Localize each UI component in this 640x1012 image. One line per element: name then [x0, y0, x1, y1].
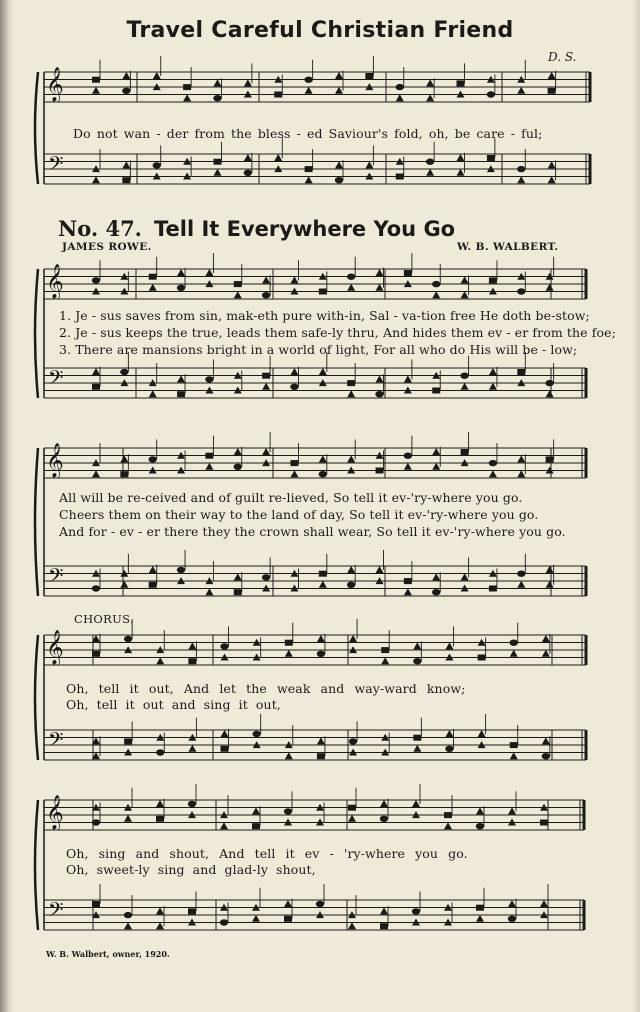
system-4-treble-note — [348, 805, 356, 811]
system-2-bass-note — [347, 566, 355, 573]
system-2-treble-note — [489, 470, 497, 477]
system-2-bass-note — [461, 573, 469, 580]
system-prev-bass-note — [457, 169, 465, 176]
system-4-treble-note — [540, 820, 548, 826]
system-4-bass-note — [508, 916, 516, 922]
chorus-line-1: Oh, tell it out, And let the weak and way-ward know; — [66, 681, 466, 696]
system-2-bass-note — [149, 566, 157, 573]
system-1-bass-note — [319, 368, 327, 375]
system-1-bass-note — [205, 376, 213, 382]
system-2-treble-note — [432, 448, 440, 455]
system-prev-treble-note — [304, 77, 312, 83]
system-1-bass-note — [347, 390, 355, 397]
system-4-bass-note — [156, 922, 164, 929]
system-1-bass-note — [489, 368, 497, 375]
system-1-bass-note — [546, 390, 554, 397]
system-2-bass-note — [432, 573, 440, 580]
system-3-bass-note — [156, 749, 164, 755]
system-2-bass-note — [149, 582, 157, 588]
system-2-bass-note — [404, 578, 412, 584]
system-1-bass-note — [375, 391, 383, 397]
system-1-treble-note — [319, 289, 327, 295]
system-1-bass-note — [460, 373, 468, 379]
system-prev-treble-note — [213, 95, 221, 101]
system-1-treble-note — [234, 291, 242, 298]
system-1-bass-clef: 𝄢 — [48, 366, 64, 394]
system-3-bass-note — [413, 745, 421, 752]
system-prev-treble-note — [153, 72, 161, 79]
system-2-treble-note — [489, 460, 497, 466]
system-1-treble-note — [177, 269, 185, 276]
system-4-bass-note — [124, 922, 132, 929]
system-1-treble-note — [517, 288, 525, 294]
system-2-treble-note — [290, 460, 298, 466]
system-prev-bass-note — [548, 161, 556, 168]
system-2-treble-note — [376, 468, 384, 474]
system-prev-treble-note — [214, 79, 222, 86]
system-2-bass-note — [177, 567, 185, 573]
system-4-treble-note — [92, 819, 100, 825]
system-prev-bass-note — [214, 159, 222, 165]
system-3-bass-note — [188, 745, 196, 752]
system-2-treble-note — [347, 455, 355, 462]
system-prev-bass-note — [517, 166, 525, 172]
verse-2-line-1: 2. Je - sus keeps the true, leads them safe-ly thru, And hides them ev - er from the foe; — [59, 325, 616, 340]
system-3-treble-note — [542, 635, 550, 642]
system-prev-bass-note — [122, 177, 130, 183]
system-prev-bass-note — [487, 155, 495, 161]
system-1-treble-note — [376, 269, 384, 276]
system-3-bass-note — [221, 746, 229, 752]
chorus-line-2-alt: Oh, sweet-ly sing and glad-ly shout, — [66, 862, 316, 877]
system-1-bass-note — [177, 391, 185, 397]
system-2-treble-note — [290, 470, 298, 477]
system-4-bass-note — [476, 905, 484, 911]
hymn-title — [58, 216, 455, 241]
system-1-treble-note — [461, 291, 469, 298]
system-1-treble-note — [177, 285, 185, 291]
system-3-bass-note — [317, 737, 325, 744]
system-4-bass-note — [284, 900, 292, 907]
system-prev-treble-note — [548, 72, 556, 79]
system-2-bass-note — [319, 581, 327, 588]
system-2-treble-note — [432, 463, 440, 470]
system-3-treble-note — [445, 642, 453, 649]
system-1-treble-note — [461, 276, 469, 283]
system-3-treble-note — [413, 642, 421, 649]
system-2-bass-note — [376, 566, 384, 573]
system-4-treble-note — [220, 822, 228, 829]
system-4-bass-note — [540, 900, 548, 907]
system-1-bass-note — [461, 383, 469, 390]
system-3-bass-note — [510, 742, 518, 748]
system-2-treble-clef: 𝄞 — [46, 443, 64, 478]
system-prev-treble-note — [487, 91, 495, 97]
system-2-bass-note — [205, 588, 213, 595]
system-1-treble-note — [205, 269, 213, 276]
system-4-treble-note — [252, 807, 260, 814]
hymn-composer: W. B. WALBERT. — [457, 241, 559, 253]
system-1-treble-note — [347, 284, 355, 291]
system-3-bass-note — [221, 730, 229, 737]
system-3-treble-note — [478, 655, 486, 661]
system-2-treble-note — [546, 456, 554, 462]
system-prev-bass-note — [457, 154, 465, 161]
system-2-treble-note — [404, 463, 412, 470]
system-2-bass-note — [234, 589, 242, 595]
system-1-treble-note — [376, 284, 384, 291]
system-2-treble-note — [120, 471, 128, 477]
system-1-treble-note — [262, 276, 270, 283]
system-1-treble-note — [149, 274, 157, 280]
system-4-treble-note — [476, 807, 484, 814]
system-4-treble-note — [124, 815, 132, 822]
system-3-treble-clef: 𝄞 — [46, 630, 64, 665]
system-prev-bass-note — [396, 174, 404, 180]
system-prev-bass-note — [274, 154, 282, 161]
system-1-treble-note — [404, 270, 412, 276]
system-2-treble-note — [205, 453, 213, 459]
system-4-bass-note — [188, 908, 196, 914]
system-1-treble-note — [149, 284, 157, 291]
system-1-bass-note — [177, 375, 185, 382]
system-2-bass-note — [234, 573, 242, 580]
system-prev-treble-note — [426, 94, 434, 101]
system-4-bass-note — [156, 907, 164, 914]
system-2-treble-note — [461, 449, 469, 455]
system-2-bass-note — [120, 581, 128, 588]
system-1-bass-note — [120, 369, 128, 375]
chorus-line-1-alt: Oh, tell it out and sing it out, — [66, 697, 281, 712]
system-4-treble-note — [444, 822, 452, 829]
system-1-treble-note — [234, 281, 242, 287]
system-4-treble-note — [380, 800, 388, 807]
system-prev-treble-note — [92, 87, 100, 94]
system-4-brace — [35, 800, 38, 930]
system-4-bass-note — [220, 919, 228, 925]
system-2-treble-note — [319, 455, 327, 462]
system-2-bass-note — [262, 574, 270, 580]
system-2-bass-note — [432, 589, 440, 595]
system-prev-bass-note — [153, 162, 161, 168]
system-4-treble-note — [476, 823, 484, 829]
system-1-treble-clef: 𝄞 — [46, 264, 64, 299]
system-1-bass-note — [149, 390, 157, 397]
system-1-bass-note — [262, 373, 270, 379]
system-2-bass-note — [517, 581, 525, 588]
system-3-treble-note — [381, 647, 389, 653]
system-2-bass-clef: 𝄢 — [48, 564, 64, 592]
hymn-author: JAMES ROWE. — [62, 241, 152, 253]
system-1-treble-note — [432, 291, 440, 298]
system-prev-bass-note — [335, 177, 343, 183]
system-3-treble-note — [285, 650, 293, 657]
system-prev-treble-note — [457, 80, 465, 86]
system-3-bass-note — [510, 752, 518, 759]
system-1-treble-note — [347, 274, 355, 280]
system-3-bass-note — [445, 730, 453, 737]
system-1-treble-note — [92, 277, 100, 283]
system-1-bass-note — [404, 375, 412, 382]
verse-1-line-2: All will be re-ceived and of guilt re-lieved, So tell it ev-'ry-where you go. — [59, 490, 523, 505]
system-3-treble-note — [156, 657, 164, 664]
system-3-bass-clef: 𝄢 — [48, 728, 64, 756]
system-3-brace — [35, 635, 38, 760]
system-2-treble-note — [234, 464, 242, 470]
system-3-bass-note — [445, 746, 453, 752]
system-prev-bass-note — [305, 166, 313, 172]
system-2-treble-note — [517, 455, 525, 462]
system-2-bass-note — [546, 581, 554, 588]
system-4-bass-note — [92, 901, 100, 907]
system-prev-bass-note — [214, 169, 222, 176]
system-2-treble-note — [234, 448, 242, 455]
system-3-treble-note — [124, 636, 132, 642]
system-2-bass-note — [404, 588, 412, 595]
system-prev-bass-note — [426, 169, 434, 176]
system-prev-treble-note — [274, 92, 282, 98]
system-1-treble-note — [262, 292, 270, 298]
system-2-treble-note — [92, 470, 100, 477]
system-prev-treble-note — [183, 94, 191, 101]
system-3-treble-note — [188, 658, 196, 664]
system-4-treble-note — [156, 816, 164, 822]
system-2-bass-note — [319, 571, 327, 577]
system-2-bass-note — [517, 571, 525, 577]
system-prev-treble-note — [365, 73, 373, 79]
system-prev-treble-note — [92, 77, 100, 83]
chorus-line-2: Oh, sing and shout, And tell it ev - 'ry-where you go. — [66, 846, 468, 861]
verse-1-line-1: 1. Je - sus saves from sin, mak-eth pure with-in, Sal - va-tion free He doth be-stow; — [59, 308, 590, 323]
system-2-brace — [35, 448, 38, 596]
system-3-treble-note — [285, 640, 293, 646]
system-3-bass-note — [124, 738, 132, 744]
system-prev-bass-note — [244, 170, 252, 176]
system-prev-bass-note — [244, 154, 252, 161]
system-3-bass-note — [478, 730, 486, 737]
system-1-bass-note — [262, 383, 270, 390]
system-3-treble-note — [317, 651, 325, 657]
system-1-bass-note — [347, 380, 355, 386]
system-1-treble-note — [489, 277, 497, 283]
system-1-bass-note — [92, 368, 100, 375]
system-2-treble-note — [205, 463, 213, 470]
system-3-treble-note — [510, 640, 518, 646]
system-4-treble-note — [156, 800, 164, 807]
system-3-bass-note — [542, 737, 550, 744]
system-4-treble-note — [284, 808, 292, 814]
system-prev-bass-note — [92, 176, 100, 183]
system-2-bass-note — [347, 582, 355, 588]
system-4-bass-note — [284, 916, 292, 922]
system-2-treble-note — [517, 470, 525, 477]
system-3-treble-note — [381, 657, 389, 664]
previous-hymn-lyric: Do not wan - der from the bless - ed Saviour's fold, oh, be care - ful; — [73, 126, 543, 141]
system-prev-bass-note — [305, 176, 313, 183]
system-3-treble-note — [413, 658, 421, 664]
system-4-bass-note — [380, 923, 388, 929]
system-prev-treble-note — [396, 94, 404, 101]
system-4-bass-note — [476, 915, 484, 922]
system-4-bass-note — [412, 908, 420, 914]
system-4-treble-note — [412, 800, 420, 807]
system-4-bass-note — [316, 901, 324, 907]
system-prev-treble-clef: 𝄞 — [46, 67, 64, 102]
system-prev-bass-note — [426, 159, 434, 165]
system-prev-bass-clef: 𝄢 — [48, 152, 64, 180]
system-1-bass-note — [489, 383, 497, 390]
system-1-bass-note — [290, 368, 298, 375]
system-4-treble-note — [508, 807, 516, 814]
system-4-treble-note — [380, 816, 388, 822]
system-prev-treble-note — [426, 79, 434, 86]
system-2-treble-note — [149, 456, 157, 462]
system-2-treble-note — [262, 448, 270, 455]
verse-3-line-1: 3. There are mansions bright in a world of light, For all who do His will be - low; — [59, 342, 578, 357]
system-2-treble-note — [404, 453, 412, 459]
system-3-bass-note — [285, 752, 293, 759]
system-4-treble-note — [444, 812, 452, 818]
hymn-number: No. 47. — [58, 216, 142, 241]
previous-hymn-title: Travel Careful Christian Friend — [126, 18, 514, 43]
hymn-title-text: Tell It Everywhere You Go — [154, 217, 456, 241]
system-prev-treble-note — [396, 84, 404, 90]
system-prev-brace — [35, 72, 38, 184]
system-3-treble-note — [510, 650, 518, 657]
system-4-treble-note — [252, 823, 260, 829]
system-prev-treble-note — [244, 79, 252, 86]
system-2-treble-note — [319, 471, 327, 477]
system-1-bass-note — [92, 384, 100, 390]
system-4-bass-note — [124, 912, 132, 918]
system-2-bass-note — [92, 585, 100, 591]
system-prev-treble-note — [122, 72, 130, 79]
chorus-label: CHORUS. — [74, 612, 134, 626]
system-prev-treble-note — [548, 88, 556, 94]
system-3-treble-note — [188, 642, 196, 649]
system-4-bass-note — [252, 915, 260, 922]
system-1-bass-note — [517, 369, 525, 375]
system-prev-treble-note — [183, 84, 191, 90]
system-prev-bass-note — [335, 161, 343, 168]
system-4-bass-clef: 𝄢 — [48, 898, 64, 926]
system-prev-treble-note — [517, 87, 525, 94]
system-4-bass-note — [508, 900, 516, 907]
ds-mark: D. S. — [548, 50, 577, 64]
system-1-brace — [35, 269, 38, 398]
system-prev-bass-note — [517, 176, 525, 183]
system-3-bass-note — [252, 731, 260, 737]
system-1-bass-note — [290, 384, 298, 390]
system-prev-treble-note — [335, 72, 343, 79]
system-3-bass-note — [413, 735, 421, 741]
system-prev-treble-note — [335, 87, 343, 94]
system-1-treble-note — [290, 276, 298, 283]
copyright-footer: W. B. Walbert, owner, 1920. — [46, 949, 170, 959]
system-1-treble-note — [432, 281, 440, 287]
system-3-bass-note — [317, 753, 325, 759]
system-1-bass-note — [545, 380, 553, 386]
system-3-bass-note — [542, 753, 550, 759]
system-4-treble-note — [188, 801, 196, 807]
system-3-treble-note — [317, 635, 325, 642]
system-prev-treble-note — [122, 88, 130, 94]
verse-2-line-2: Cheers them on their way to the land of day, So tell it ev-'ry-where you go. — [59, 507, 539, 522]
system-prev-treble-note — [305, 87, 313, 94]
system-4-treble-clef: 𝄞 — [46, 795, 64, 830]
system-4-treble-note — [348, 815, 356, 822]
system-prev-bass-note — [365, 161, 373, 168]
system-1-bass-note — [376, 375, 384, 382]
system-3-treble-note — [349, 635, 357, 642]
system-2-bass-note — [489, 586, 497, 592]
system-4-bass-note — [348, 922, 356, 929]
verse-3-line-2: And for - ev - er there they the crown shall wear, So tell it ev-'ry-where you go. — [59, 524, 566, 539]
system-prev-bass-note — [122, 161, 130, 168]
system-2-treble-note — [120, 455, 128, 462]
system-3-treble-note — [220, 643, 228, 649]
system-1-bass-note — [432, 388, 440, 394]
system-3-bass-note — [349, 738, 357, 744]
system-3-treble-note — [542, 650, 550, 657]
system-1-treble-note — [546, 284, 554, 291]
system-2-bass-note — [546, 566, 554, 573]
system-3-treble-note — [92, 651, 100, 657]
system-4-bass-note — [380, 907, 388, 914]
system-prev-bass-note — [548, 176, 556, 183]
